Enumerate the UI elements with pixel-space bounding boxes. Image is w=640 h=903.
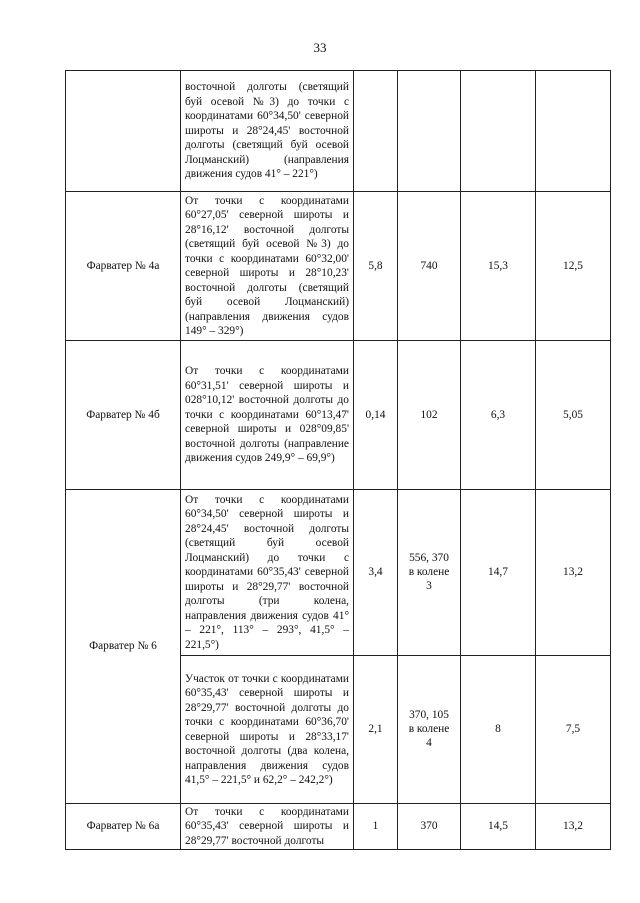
route-description: От точки с координатами 60°27,05' северной широты и 28°16,12' восточной долготы (светящий буй осевой №3) до точки с координатами 60°32,00' северной широты и 28°10,23' восточной долготы (светящий буй осевой Лоцманский) (направления движения судов 149° – 329°)	[181, 192, 354, 341]
depth-cell: 8	[461, 656, 536, 804]
fairway-name-cell	[66, 71, 181, 192]
fairway-name-cell: Фарватер № 4б	[66, 341, 181, 490]
draft-cell	[536, 71, 611, 192]
width-cell: 740	[398, 192, 461, 341]
table-row	[66, 341, 611, 490]
length-cell: 0,14	[354, 341, 398, 490]
table-row	[66, 71, 611, 192]
page-number: 33	[313, 40, 327, 55]
draft-cell: 13,2	[536, 490, 611, 656]
route-description: От точки с координатами 60°31,51' северной широты и 028°10,12' восточной долготы до точки с координатами 60°13,47' северной широты и 028°09,85' восточной долготы (направление движения судов 249,9° – 69,9°)	[181, 341, 354, 490]
draft-cell: 12,5	[536, 192, 611, 341]
depth-cell	[461, 71, 536, 192]
fairway-name-cell: Фарватер № 6а	[66, 804, 181, 850]
route-description: восточной долготы (светящий буй осевой №3) до точки с координатами 60°34,50' северной широты и 28°24,45' восточной долготы (светящий буй осевой Лоцманский) (направления движения судов 41° – 221°)	[181, 71, 354, 192]
length-cell: 2,1	[354, 656, 398, 804]
table-row	[66, 804, 611, 850]
depth-cell: 6,3	[461, 341, 536, 490]
fairway-table	[65, 70, 611, 850]
route-description: От точки с координатами 60°35,43' северной широты и 28°29,77' восточной долготы	[181, 804, 354, 850]
length-cell: 5,8	[354, 192, 398, 341]
fairway-name-cell: Фарватер № 4а	[66, 192, 181, 341]
width-cell: 102	[398, 341, 461, 490]
length-cell: 3,4	[354, 490, 398, 656]
length-cell: 1	[354, 804, 398, 850]
width-cell	[398, 71, 461, 192]
draft-cell: 7,5	[536, 656, 611, 804]
width-cell	[398, 490, 461, 656]
width-value: 370, 105 в колене 4	[408, 709, 450, 750]
length-cell	[354, 71, 398, 192]
table-row	[66, 192, 611, 341]
route-description: От точки с координатами 60°34,50' северной широты и 28°24,45' восточной долготы (светящий буй осевой Лоцманский) до точки с координатами 60°35,43' северной широты и 28°29,77' восточной долготы (три колена, направления движения судов 41° – 221°, 113° – 293°, 41,5° – 221,5°)	[181, 490, 354, 656]
table-row	[66, 490, 611, 656]
width-cell: 370	[398, 804, 461, 850]
draft-cell: 13,2	[536, 804, 611, 850]
draft-cell: 5,05	[536, 341, 611, 490]
width-value: 556, 370 в колене 3	[408, 552, 450, 593]
depth-cell: 15,3	[461, 192, 536, 341]
depth-cell: 14,7	[461, 490, 536, 656]
depth-cell: 14,5	[461, 804, 536, 850]
fairway-name-cell: Фарватер № 6	[66, 490, 181, 804]
route-description: Участок от точки с координатами 60°35,43' северной широты и 28°29,77' восточной долготы до точки с координатами 60°36,70' северной широты и 28°33,17' восточной долготы (два колена, направления движения судов 41,5° – 221,5° и 62,2° – 242,2°)	[181, 656, 354, 804]
width-cell	[398, 656, 461, 804]
